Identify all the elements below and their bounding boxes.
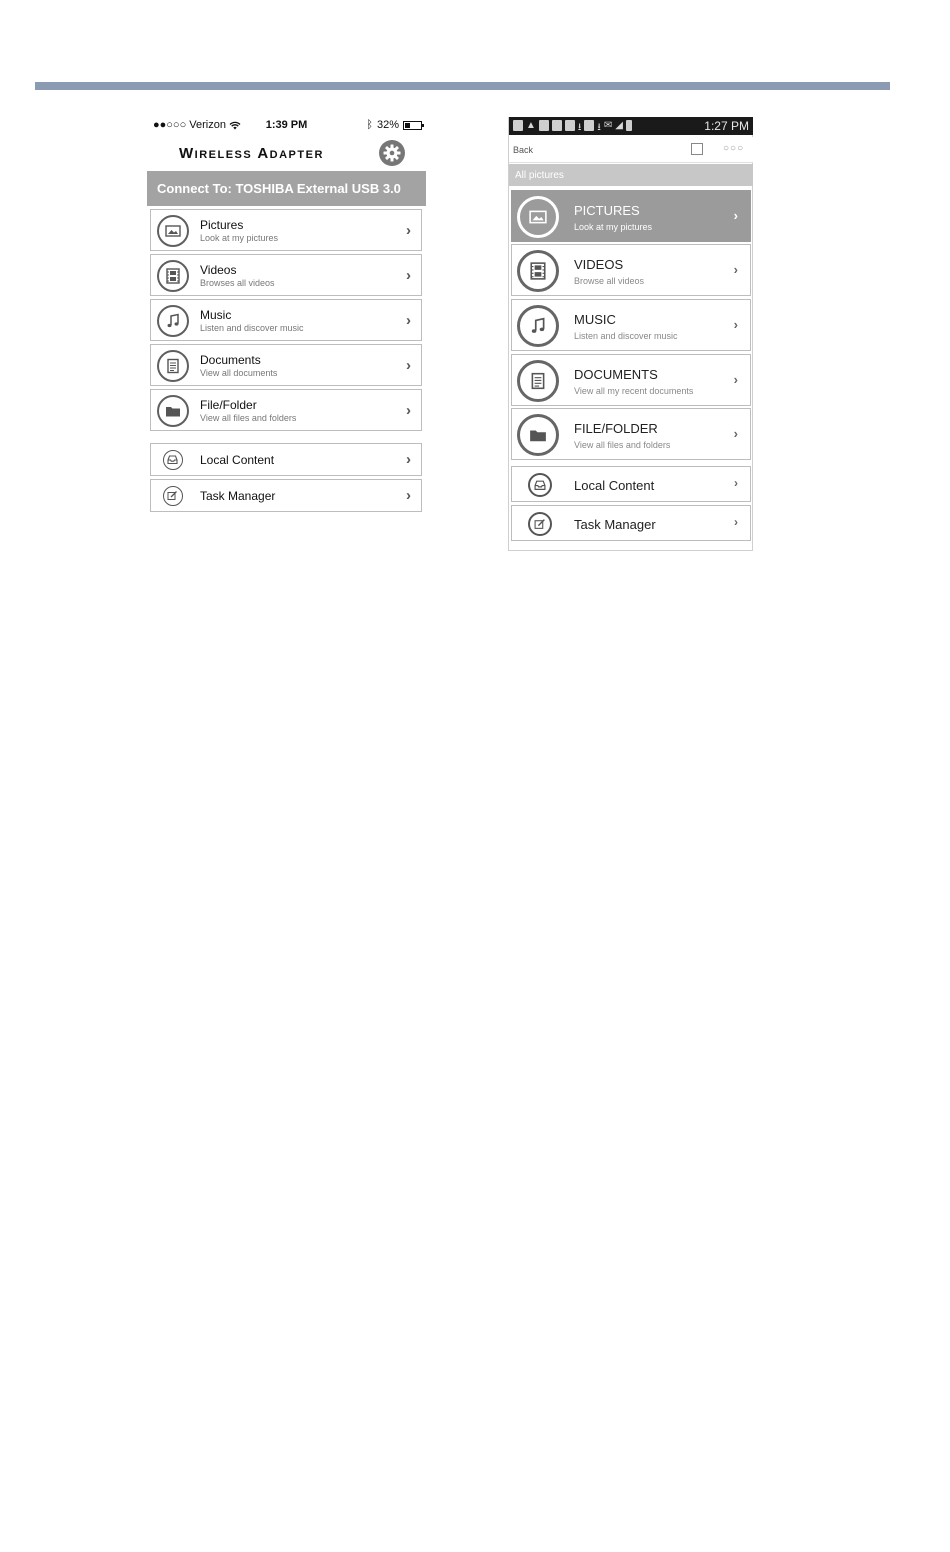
inbox-icon [163,450,183,470]
row-label: Local Content [574,478,655,493]
notification-icons [513,120,632,137]
row-subtitle: View all my recent documents [574,386,694,396]
ios-time: 1:39 PM [265,119,308,131]
ios-row-file-folder[interactable] [150,389,422,431]
row-subtitle: Look at my pictures [574,222,653,232]
row-subtitle: Listen and discover music [574,331,678,341]
back-button[interactable]: Back [513,145,534,155]
ios-row-task-manager[interactable] [150,479,422,512]
breadcrumb: All pictures [509,164,753,186]
row-label: PICTURES [574,203,640,218]
folder-icon [517,414,559,456]
inbox-icon [528,473,552,497]
android-row-file-folder[interactable] [511,408,751,460]
connect-banner: Connect To: TOSHIBA External USB 3.0 [147,171,426,206]
android-action-bar [509,137,753,163]
android-time: 1:27 PM [704,119,749,133]
row-subtitle: Listen and discover music [200,323,304,333]
chevron-right-icon: › [406,357,411,374]
more-options-icon[interactable]: ○○○ [723,143,745,154]
battery-icon [626,120,632,131]
row-label: Documents [200,353,261,367]
chevron-right-icon: › [734,515,738,529]
row-subtitle: View all documents [200,368,278,378]
row-subtitle: Browse all videos [574,276,645,286]
chevron-right-icon: › [733,208,738,223]
chevron-right-icon: › [733,372,738,387]
ios-row-documents[interactable] [150,344,422,386]
chevron-right-icon: › [406,487,411,504]
carrier-label: ●●○○○ Verizon [153,119,226,131]
save-icon[interactable] [691,143,703,155]
notification-icon [539,120,549,131]
android-row-pictures[interactable] [511,190,751,242]
battery-icon [403,121,422,130]
notification-icon [565,120,575,131]
chevron-right-icon: › [733,317,738,332]
row-subtitle: Look at my pictures [200,233,279,243]
ios-row-local-content[interactable] [150,443,422,476]
bluetooth-icon: ᛒ [366,119,373,131]
row-label: Local Content [200,453,275,467]
ios-row-music[interactable] [150,299,422,341]
android-row-local-content[interactable] [511,466,751,502]
row-label: Task Manager [574,517,656,532]
chevron-right-icon: › [406,451,411,468]
edit-icon [163,486,183,506]
mail-icon: ✉ [603,120,613,131]
row-label: DOCUMENTS [574,367,658,382]
warning-icon: ▲ [526,120,536,131]
row-label: MUSIC [574,312,616,327]
row-label: FILE/FOLDER [574,421,658,436]
chevron-right-icon: › [406,267,411,284]
documents-icon [517,360,559,402]
videos-icon [517,250,559,292]
row-label: Music [200,308,232,322]
row-label: Task Manager [200,489,276,503]
documents-icon [157,350,189,382]
android-status-bar [509,117,753,135]
pictures-icon [517,196,559,238]
notification-icon [584,120,594,131]
music-icon [157,305,189,337]
notification-icon [513,120,523,131]
android-row-documents[interactable] [511,354,751,406]
android-row-task-manager[interactable] [511,505,751,541]
chevron-right-icon: › [406,312,411,329]
row-subtitle: Browses all videos [200,278,275,288]
android-screen [508,117,753,551]
android-row-videos[interactable] [511,244,751,296]
chevron-right-icon: › [734,476,738,490]
row-subtitle: View all files and folders [574,440,671,450]
chevron-right-icon: › [733,426,738,441]
settings-gear-icon[interactable] [379,140,405,166]
videos-icon [157,260,189,292]
row-subtitle: View all files and folders [200,413,297,423]
app-title: Wireless Adapter [179,145,324,162]
battery-percent: 32% [376,119,399,131]
row-label: File/Folder [200,398,257,412]
ios-row-pictures[interactable] [150,209,422,251]
android-row-music[interactable] [511,299,751,351]
chevron-right-icon: › [733,262,738,277]
signal-icon: ◢ [615,120,623,131]
ios-status-bar [147,116,426,134]
download-icon: ⭳ [597,122,601,133]
pictures-icon [157,215,189,247]
download-icon: ⭳ [577,122,582,133]
row-label: Videos [200,263,237,277]
ios-screen [147,112,426,522]
page-top-rule [35,82,890,90]
folder-icon [157,395,189,427]
music-icon [517,305,559,347]
notification-icon [552,120,562,131]
edit-icon [528,512,552,536]
ios-row-videos[interactable] [150,254,422,296]
row-label: VIDEOS [574,257,624,272]
row-label: Pictures [200,218,244,232]
chevron-right-icon: › [406,402,411,419]
chevron-right-icon: › [406,222,411,239]
